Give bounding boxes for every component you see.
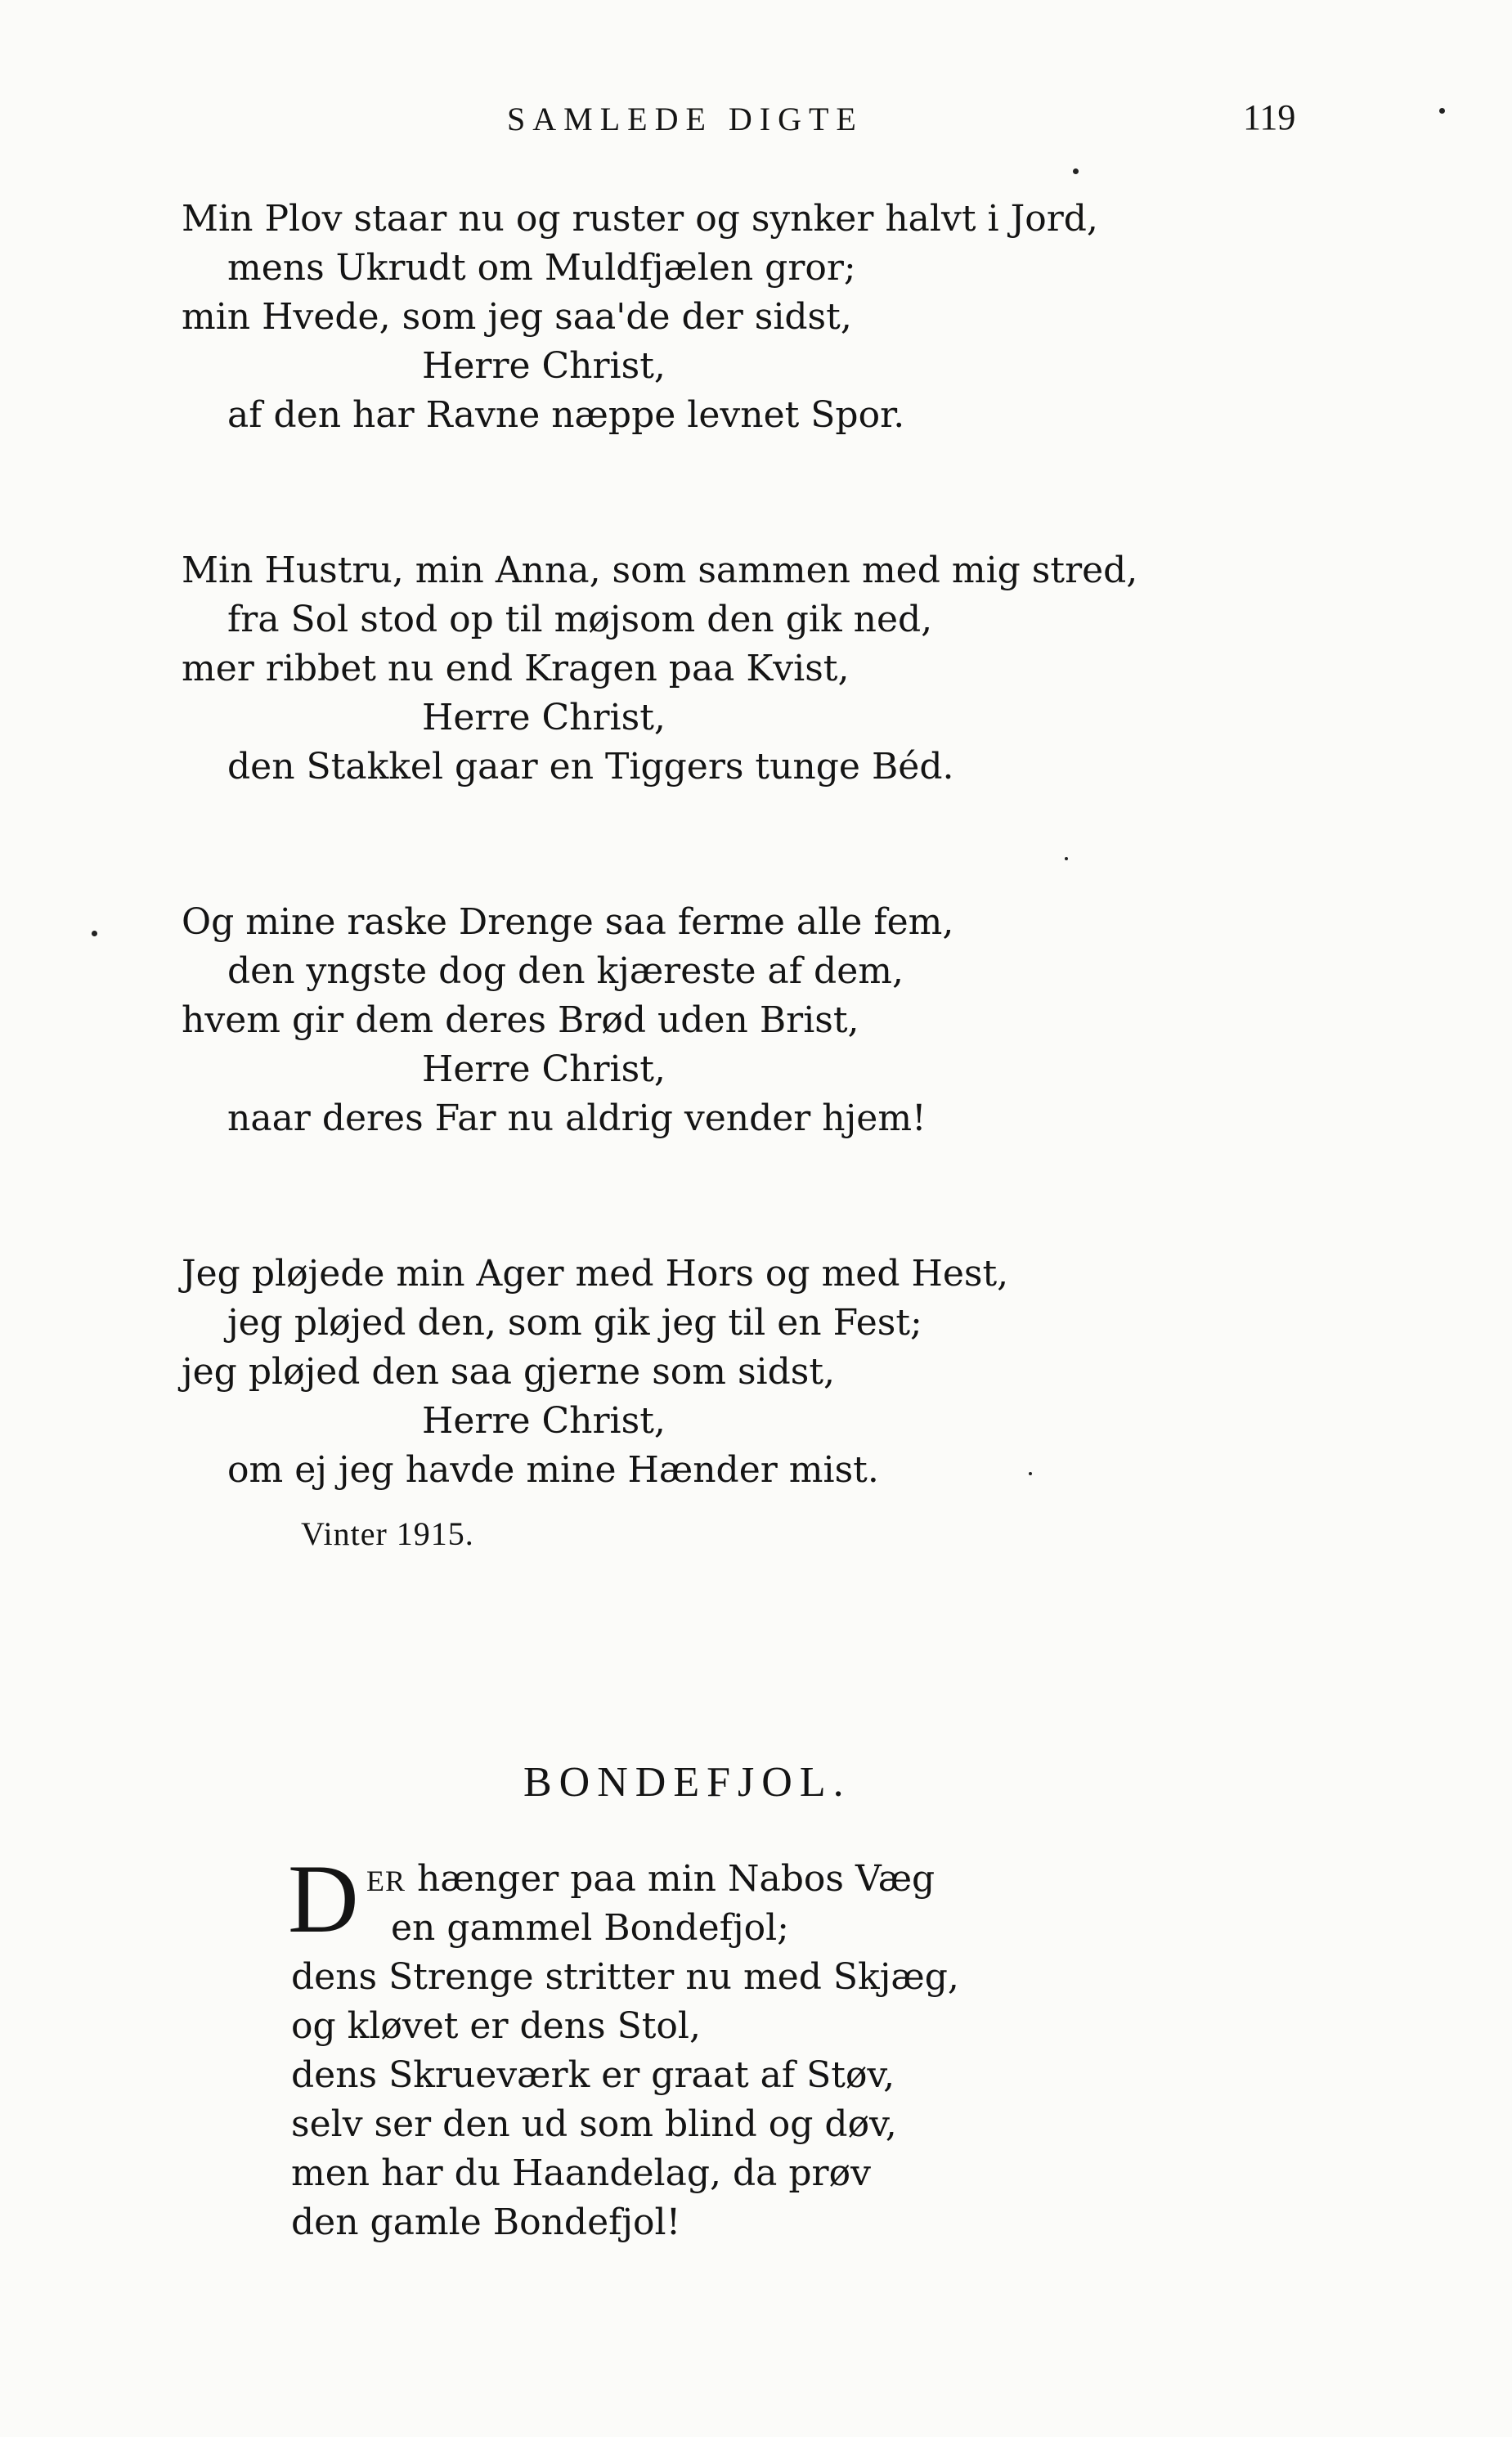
poem-line-first (366, 1855, 935, 1905)
poem-line: selv ser den ud som blind og døv, (291, 2103, 897, 2145)
scan-speck (1439, 108, 1445, 114)
poem-line: Min Plov staar nu og ruster og synker halvt i Jord, (182, 198, 1098, 240)
scan-speck (1029, 1472, 1032, 1475)
poem-line: den gamle Bondefjol! (291, 2201, 681, 2243)
poem-line: Jeg pløjede min Ager med Hors og med Hest, (182, 1253, 1009, 1295)
poem-line: en gammel Bondefjol; (391, 1907, 789, 1949)
poem-line: jeg pløjed den, som gik jeg til en Fest; (227, 1302, 922, 1344)
drop-cap: D (288, 1844, 359, 1953)
poem-line: naar deres Far nu aldrig vender hjem! (227, 1097, 926, 1139)
page-number: 119 (1243, 97, 1296, 137)
first-word-smallcaps: ER (366, 1865, 406, 1897)
poem-line: Min Hustru, min Anna, som sammen med mig stred, (182, 550, 1138, 591)
running-head: SAMLEDE DIGTE (507, 101, 864, 137)
poem-refrain: Herre Christ, (422, 697, 666, 738)
poem-refrain: Herre Christ, (422, 345, 666, 387)
poem-line: men har du Haandelag, da prøv (291, 2152, 871, 2194)
poem-line: af den har Ravne næppe levnet Spor. (227, 394, 905, 436)
first-line-text: hænger paa min Nabos Væg (406, 1858, 935, 1900)
scan-speck (1073, 168, 1079, 174)
poem-line: og kløvet er dens Stol, (291, 2005, 701, 2047)
poem-line: Og mine raske Drenge saa ferme alle fem, (182, 901, 954, 943)
poem-line: mens Ukrudt om Muldfjælen gror; (227, 247, 856, 289)
scan-speck (1065, 857, 1068, 860)
poem-line: den yngste dog den kjæreste af dem, (227, 950, 904, 992)
poem-refrain: Herre Christ, (422, 1048, 666, 1090)
poem-line: min Hvede, som jeg saa'de der sidst, (182, 296, 852, 338)
poem-line: jeg pløjed den saa gjerne som sidst, (182, 1351, 836, 1393)
poem-date: Vinter 1915. (301, 1515, 474, 1552)
poem-line: den Stakkel gaar en Tiggers tunge Béd. (227, 746, 954, 788)
poem-line: om ej jeg havde mine Hænder mist. (227, 1449, 879, 1491)
poem-line: mer ribbet nu end Kragen paa Kvist, (182, 648, 850, 689)
poem-title: BONDEFJOL. (523, 1759, 851, 1806)
poem-line: hvem gir dem deres Brød uden Brist, (182, 999, 859, 1041)
poem-line: dens Skrueværk er graat af Støv, (291, 2054, 895, 2096)
poem-line: dens Strenge stritter nu med Skjæg, (291, 1956, 959, 1998)
poem-line: fra Sol stod op til møjsom den gik ned, (227, 599, 933, 640)
scan-speck (92, 931, 97, 936)
poem-refrain: Herre Christ, (422, 1400, 666, 1442)
